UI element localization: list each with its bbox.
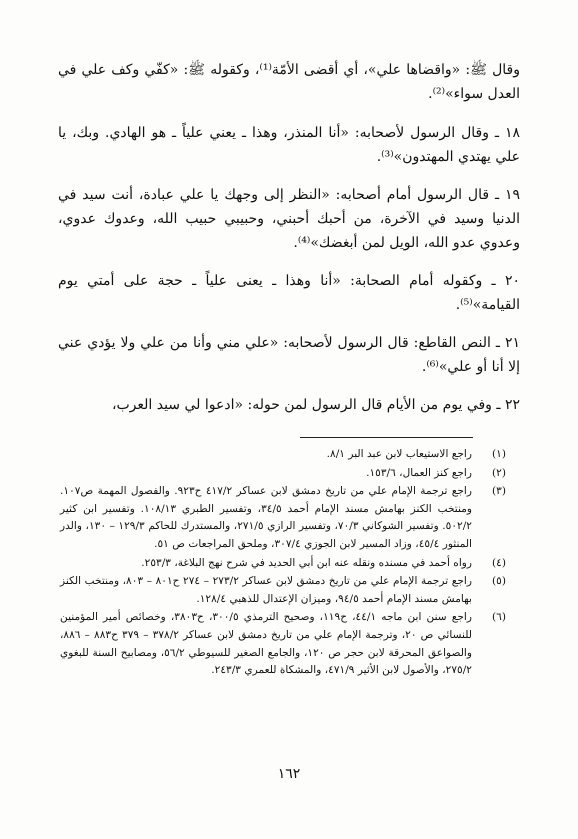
footnotes bbox=[60, 446, 506, 681]
footnote bbox=[60, 609, 506, 679]
footnote-separator bbox=[300, 437, 473, 438]
footnote-number: (٥) bbox=[492, 575, 506, 588]
footnote-number: (٢) bbox=[492, 466, 506, 479]
footnote bbox=[60, 446, 506, 464]
footnote-text: راجع ترجمة الإمام علي من تاريخ دمشق لابن عساكر ٢٧٣/٢ – ٢٧٤ ح٨٠١ – ٨٠٣، ومنتخب الكنز بهامش مسند الإمام أحمد ٩٤/٥، وميزان الإعتدال للذهبي ١٢٨/٤. bbox=[60, 575, 472, 605]
paragraph: ١٨ ـ وقال الرسول لأصحابه: «أنا المنذر، وهذا ـ يعني علياً ـ هو الهادي. وبك، يا علي يهتدي المهتدون»⁽³⁾. bbox=[58, 125, 520, 165]
main-text bbox=[58, 58, 520, 431]
paragraph: ٢١ ـ النص القاطع: قال الرسول لأصحابه: «علي مني وأنا من علي ولا يؤدي عني إلا أنا أو علي»⁽⁶⁾. bbox=[58, 335, 520, 375]
footnote bbox=[60, 483, 506, 553]
page-number: ١٦٢ bbox=[277, 766, 301, 782]
footnote-text: راجع الاستيعاب لابن عبد البر ٨/١. bbox=[326, 448, 472, 460]
footnote bbox=[60, 465, 506, 483]
paragraph: وقال ﷺ: «واقضاها علي»، أي أقضى الأمّة⁽¹⁾، وكقوله ﷺ: «كفّي وكف علي في العدل سواء»⁽²⁾. bbox=[58, 62, 521, 102]
paragraph: ١٩ ـ قال الرسول أمام أصحابه: «النظر إلى وجهك يا علي عبادة، أنت سيد في الدنيا وسيد في الآخرة، من أحبك أحبني، وحبيبي حبيب الله، وعدوك عدوي، وعدوي عدو الله، الويل لمن أبغضك»⁽⁴⁾. bbox=[58, 187, 520, 251]
paragraph: ٢٠ ـ وكقوله أمام الصحابة: «أنا وهذا ـ يعنى علياً ـ حجة على أمتي يوم القيامة»⁽⁵⁾. bbox=[58, 273, 520, 313]
footnote-number: (١) bbox=[492, 448, 506, 460]
footnote-number: (٤) bbox=[492, 556, 506, 569]
footnote-number: (٦) bbox=[492, 611, 506, 624]
footnote bbox=[60, 573, 506, 608]
footnote-text: راجع سنن ابن ماجه ٤٤/١، ح١١٩، وصحيح الترمذي ٣٠٠/٥، ح٣٨٠٣، وخصائص أمير المؤمنين للنسائي ص ٢٠، وترجمة الإمام علي من تاريخ دمشق لابن عساكر ٣٧٨/٢ – ٣٧٩ ح٨٨٣ – ٨٨٦، والصواعق المحرقة لابن حجر ص ١٢٠، والجامع الصغير للسيوطي ٥٦/٢، ومصابيح السنة للبغوي ٢٧٥/٢، والأصول لابن الأثير ٤٧١/٩، والمشكاة للعمري ٢٤٣/٣. bbox=[60, 611, 472, 677]
footnote-text: راجع ترجمة الإمام علي من تاريخ دمشق لابن عساكر ٤١٧/٢ ح٩٢٣. والفصول المهمة ص١٠٧. ومنتخب الكنز بهامش مسند الإمام أحمد ٣٤/٥، وتفسير الطبري ١٠٨/١٣. وتفسير ابن كثير ٥٠٢/٢. وتفسير الشوكاني ٧٠/٣، وتفسير الرازي ٢٧١/٥، والمستدرك للحاكم ١٢٩/٣ – ١٣٠، والدر المنثور ٤٥/٤، وزاد المسير لابن الجوزي ٣٠٧/٤، وملحق المراجعات ص ٥١. bbox=[60, 485, 472, 550]
footnote-text: رواه أحمد في مسنده ونقله عنه ابن أبي الحديد في شرح نهج البلاغة، ٢٥٣/٣. bbox=[141, 556, 472, 569]
footnote bbox=[60, 555, 506, 573]
footnote-text: راجع كنز العمال، ١٥٣/٦. bbox=[366, 466, 472, 479]
footnote-number: (٣) bbox=[492, 485, 506, 498]
paragraph: ٢٢ ـ وفي يوم من الأيام قال الرسول لمن حوله: «ادعوا لي سيد العرب، bbox=[111, 397, 520, 413]
